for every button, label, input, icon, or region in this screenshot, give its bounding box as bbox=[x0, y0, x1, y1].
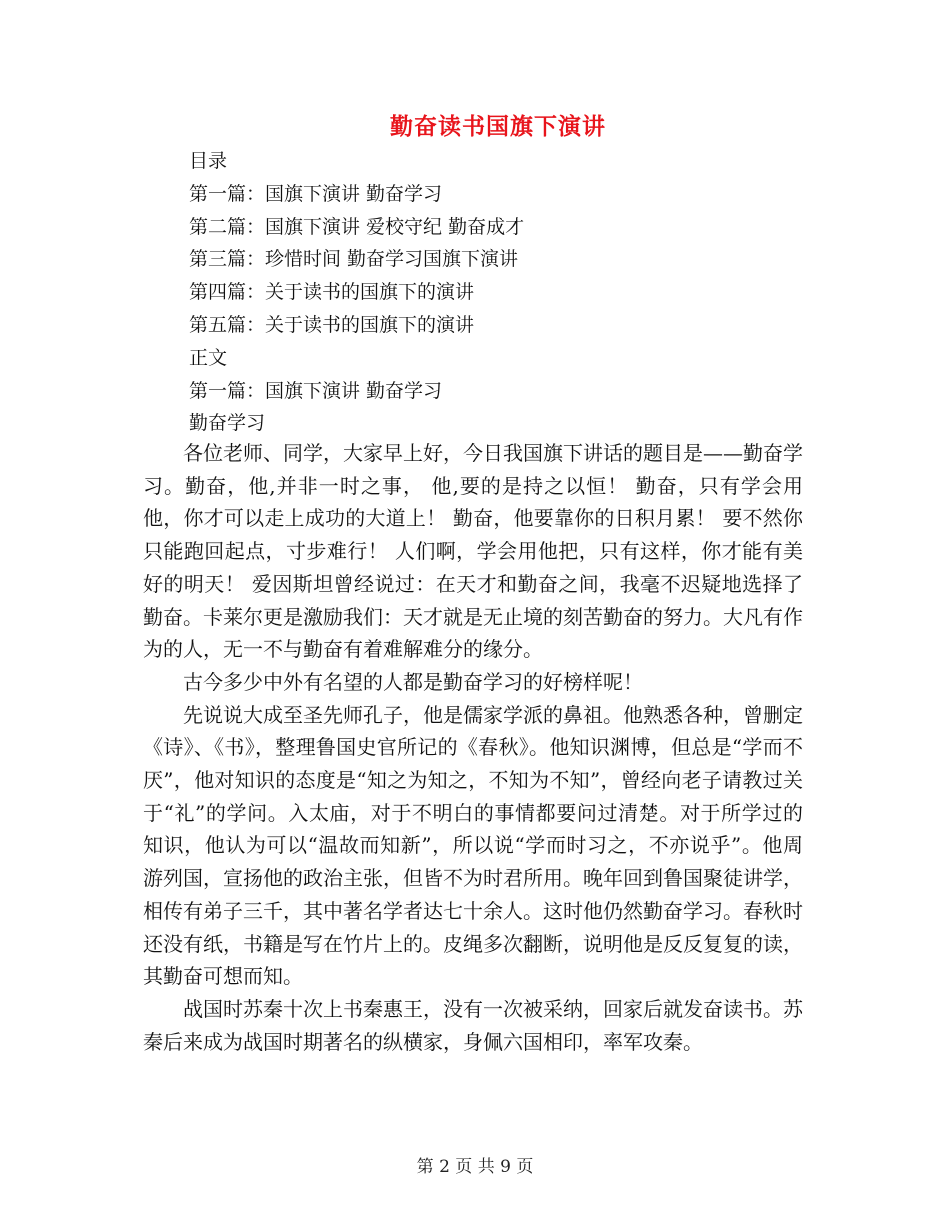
body-text bbox=[143, 437, 803, 1058]
page-footer: 第 2 页 共 9 页 bbox=[416, 1157, 534, 1177]
section-title: 第一篇：国旗下演讲 勤奋学习 bbox=[189, 379, 443, 402]
paragraph: 古今多少中外有名望的人都是勤奋学习的好榜样呢！ bbox=[183, 669, 643, 694]
paragraph: 战国时苏秦十次上书秦惠王，没有一次被采纳，回家后就发奋读书。苏秦后来成为战国时期著名的纵横家，身佩六国相印，率军攻秦。 bbox=[143, 996, 803, 1054]
toc-item: 第五篇：关于读书的国旗下的演讲 bbox=[189, 313, 475, 336]
body-heading: 正文 bbox=[189, 346, 228, 369]
table-of-contents bbox=[189, 145, 829, 440]
paragraph: 各位老师、同学，大家早上好，今日我国旗下讲话的题目是——勤奋学习。勤奋，他,并非一时之事， 他,要的是持之以恒！ 勤奋，只有学会用他，你才可以走上成功的大道上！ 勤奋，他要靠你的日积月累！ 要不然你只能跑回起点，寸步难行！ 人们啊，学会用他把，只有这样，你才能有美好的明天！ 爱因斯坦曾经说过：在天才和勤奋之间，我毫不迟疑地选择了勤奋。卡莱尔更是激励我们：天才就是无止境的刻苦勤奋的努力。大凡有作为的人，无一不与勤奋有着难解难分的缘分。 bbox=[143, 441, 803, 662]
toc-item: 第三篇：珍惜时间 勤奋学习国旗下演讲 bbox=[189, 248, 519, 271]
toc-heading: 目录 bbox=[189, 150, 228, 172]
section-subtitle: 勤奋学习 bbox=[189, 412, 266, 435]
toc-item: 第二篇：国旗下演讲 爱校守纪 勤奋成才 bbox=[189, 215, 525, 238]
document-title: 勤奋读书国旗下演讲 bbox=[390, 113, 606, 140]
paragraph: 先说说大成至圣先师孔子，他是儒家学派的鼻祖。他熟悉各种，曾删定《诗》、《书》，整理鲁国史官所记的《春秋》。他知识渊博，但总是“学而不厌”，他对知识的态度是“知之为知之，不知为不知”，曾经向老子请教过关于“礼”的学问。入太庙，对于不明白的事情都要问过清楚。对于所学过的知识，他认为可以“温故而知新”，所以说“学而时习之，不亦说乎”。他周游列国，宣扬他的政治主张，但皆不为时君所用。晚年回到鲁国聚徒讲学，相传有弟子三千，其中著名学者达七十余人。这时他仍然勤奋学习。春秋时还没有纸，书籍是写在竹片上的。皮绳多次翻断，说明他是反反复复的读，其勤奋可想而知。 bbox=[143, 702, 803, 989]
toc-item: 第四篇：关于读书的国旗下的演讲 bbox=[189, 281, 475, 304]
toc-item: 第一篇：国旗下演讲 勤奋学习 bbox=[189, 182, 443, 205]
